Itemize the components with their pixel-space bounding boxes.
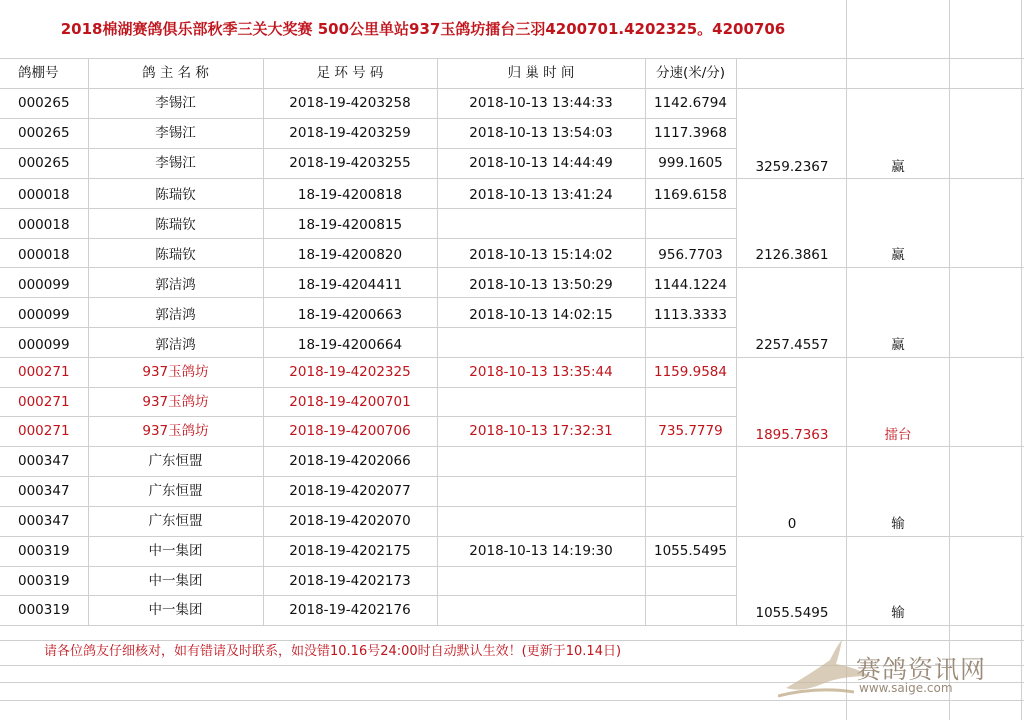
cell-id: 000319 (18, 602, 70, 618)
cell-speed: 1117.3968 (653, 125, 727, 141)
cell-result: 赢 (891, 337, 905, 353)
cell-total: 1895.7363 (755, 427, 829, 443)
header-speed: 分速(米/分) (655, 65, 726, 81)
cell-ring: 18-19-4200818 (297, 187, 403, 203)
cell-name: 中一集团 (148, 543, 203, 559)
cell-ring: 18-19-4200820 (297, 247, 403, 263)
cell-id: 000018 (18, 217, 70, 233)
cell-ring: 2018-19-4202077 (289, 483, 411, 499)
cell-id: 000099 (18, 277, 70, 293)
cell-id: 000099 (18, 307, 70, 323)
cell-ring: 2018-19-4202176 (289, 602, 411, 618)
cell-time: 2018-10-13 13:35:44 (469, 364, 613, 380)
header-ring: 足 环 号 码 (316, 65, 384, 81)
cell-id: 000347 (18, 483, 70, 499)
cell-name: 李锡江 (155, 155, 196, 171)
cell-ring: 2018-19-4202070 (289, 513, 411, 529)
cell-name: 李锡江 (155, 95, 196, 111)
cell-ring: 18-19-4200815 (297, 217, 403, 233)
cell-time: 2018-10-13 15:14:02 (469, 247, 613, 263)
cell-ring: 2018-19-4203259 (289, 125, 411, 141)
cell-time: 2018-10-13 13:54:03 (469, 125, 613, 141)
cell-time: 2018-10-13 14:44:49 (469, 155, 613, 171)
cell-time: 2018-10-13 14:02:15 (469, 307, 613, 323)
cell-id: 000347 (18, 513, 70, 529)
cell-name: 中一集团 (148, 602, 203, 618)
cell-ring: 18-19-4200664 (297, 337, 403, 353)
cell-id: 000347 (18, 453, 70, 469)
cell-speed: 1144.1224 (653, 277, 727, 293)
table-row (0, 387, 1024, 417)
table-row (0, 210, 1024, 240)
table-row (0, 476, 1024, 506)
watermark-text: 赛鸽资讯网 (856, 655, 987, 684)
cell-name: 陈瑞钦 (155, 247, 196, 263)
cell-ring: 2018-19-4203255 (289, 155, 411, 171)
table-row (0, 357, 1024, 387)
cell-name: 937玉鸽坊 (142, 423, 209, 439)
header-id: 鸽棚号 (18, 65, 59, 81)
cell-id: 000018 (18, 187, 70, 203)
cell-time: 2018-10-13 13:44:33 (469, 95, 613, 111)
cell-total: 1055.5495 (755, 605, 829, 621)
cell-name: 广东恒盟 (148, 483, 203, 499)
page-title: 2018棉湖赛鸽俱乐部秋季三关大奖赛 500公里单站937玉鸽坊擂台三羽4200701.4202325。4200706 (60, 20, 786, 38)
cell-id: 000265 (18, 95, 70, 111)
cell-time: 2018-10-13 14:19:30 (469, 543, 613, 559)
cell-id: 000319 (18, 543, 70, 559)
cell-name: 陈瑞钦 (155, 217, 196, 233)
cell-name: 937玉鸽坊 (142, 364, 209, 380)
cell-result: 赢 (891, 159, 905, 175)
cell-ring: 2018-19-4200701 (289, 394, 411, 410)
cell-name: 广东恒盟 (148, 513, 203, 529)
cell-name: 937玉鸽坊 (142, 394, 209, 410)
table-row (0, 148, 1024, 178)
table-row (0, 240, 1024, 270)
header-time: 归 巢 时 间 (507, 65, 575, 81)
cell-id: 000265 (18, 125, 70, 141)
table-row (0, 88, 1024, 118)
cell-result: 输 (891, 605, 905, 621)
cell-ring: 2018-19-4202173 (289, 573, 411, 589)
cell-time: 2018-10-13 13:41:24 (469, 187, 613, 203)
table-row (0, 446, 1024, 476)
cell-speed: 1055.5495 (653, 543, 727, 559)
cell-speed: 1113.3333 (653, 307, 727, 323)
cell-speed: 1142.6794 (653, 95, 727, 111)
cell-ring: 18-19-4204411 (297, 277, 403, 293)
cell-speed: 1169.6158 (653, 187, 727, 203)
cell-id: 000018 (18, 247, 70, 263)
cell-total: 3259.2367 (755, 159, 829, 175)
cell-result: 擂台 (884, 427, 912, 443)
cell-ring: 2018-19-4200706 (289, 423, 411, 439)
cell-total: 2257.4557 (755, 337, 829, 353)
table-row (0, 118, 1024, 148)
cell-name: 郭洁鸿 (155, 337, 196, 353)
cell-speed: 735.7779 (658, 423, 723, 439)
header-name: 鸽 主 名 称 (142, 65, 209, 81)
cell-result: 赢 (891, 247, 905, 263)
cell-speed: 1159.9584 (653, 364, 727, 380)
table-row (0, 416, 1024, 446)
cell-result: 输 (891, 516, 905, 532)
cell-ring: 2018-19-4202325 (289, 364, 411, 380)
table-row (0, 270, 1024, 300)
cell-speed: 956.7703 (658, 247, 723, 263)
table-row (0, 300, 1024, 330)
table-row (0, 595, 1024, 625)
cell-name: 郭洁鸿 (155, 277, 196, 293)
cell-id: 000271 (18, 394, 70, 410)
cell-ring: 18-19-4200663 (297, 307, 403, 323)
cell-id: 000099 (18, 337, 70, 353)
cell-total: 0 (787, 516, 797, 532)
cell-id: 000265 (18, 155, 70, 171)
cell-time: 2018-10-13 17:32:31 (469, 423, 613, 439)
cell-name: 郭洁鸿 (155, 307, 196, 323)
cell-id: 000271 (18, 364, 70, 380)
cell-speed: 999.1605 (658, 155, 723, 171)
watermark-url: www.saige.com (859, 681, 953, 695)
table-row (0, 566, 1024, 596)
cell-ring: 2018-19-4202066 (289, 453, 411, 469)
cell-name: 中一集团 (148, 573, 203, 589)
table-row (0, 330, 1024, 360)
cell-name: 李锡江 (155, 125, 196, 141)
footer-note: 请各位鸽友仔细核对，如有错请及时联系，如没错10.16号24:00时自动默认生效！(更新于10.14日) (44, 644, 622, 659)
cell-ring: 2018-19-4202175 (289, 543, 411, 559)
cell-ring: 2018-19-4203258 (289, 95, 411, 111)
cell-time: 2018-10-13 13:50:29 (469, 277, 613, 293)
cell-name: 陈瑞钦 (155, 187, 196, 203)
cell-id: 000319 (18, 573, 70, 589)
cell-id: 000271 (18, 423, 70, 439)
table-row (0, 506, 1024, 536)
cell-total: 2126.3861 (755, 247, 829, 263)
table-row (0, 180, 1024, 210)
cell-name: 广东恒盟 (148, 453, 203, 469)
table-row (0, 536, 1024, 566)
